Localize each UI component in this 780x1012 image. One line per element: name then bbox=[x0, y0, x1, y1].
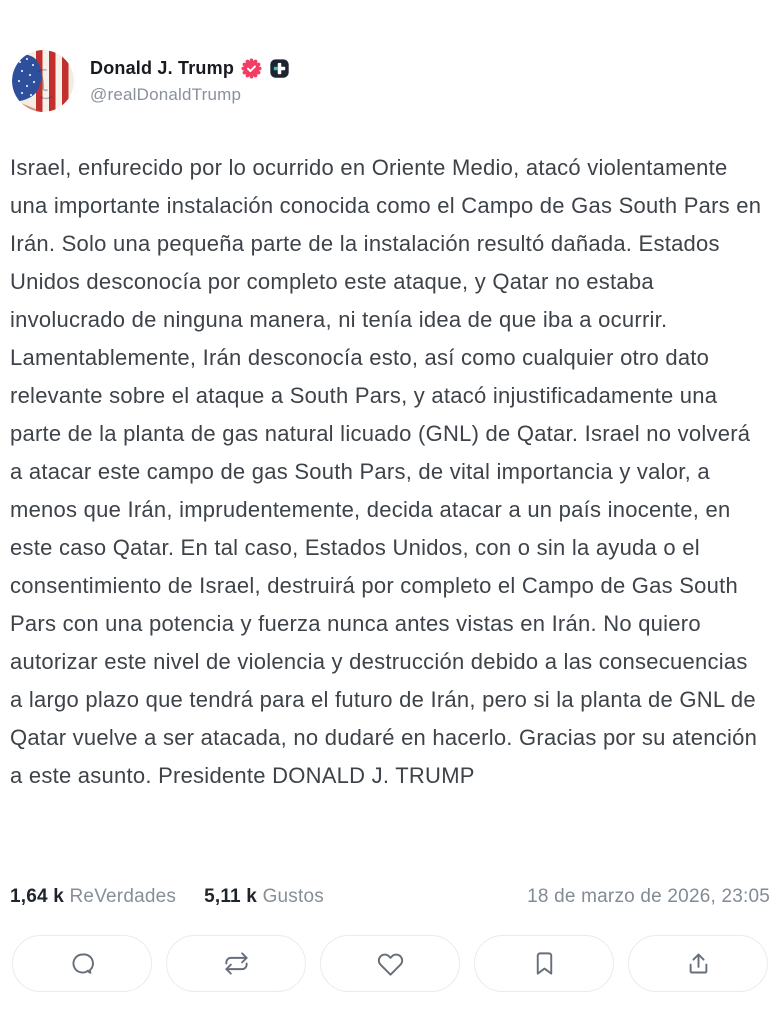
likes-count: 5,11 k bbox=[204, 886, 258, 907]
post-header bbox=[12, 50, 290, 112]
share-icon bbox=[685, 950, 712, 977]
heart-icon bbox=[377, 950, 404, 977]
share-button[interactable] bbox=[628, 935, 768, 992]
bookmark-icon bbox=[531, 950, 558, 977]
reply-button[interactable] bbox=[12, 935, 152, 992]
verified-check-badge-icon bbox=[241, 58, 262, 79]
author-handle[interactable]: @realDonaldTrump bbox=[90, 84, 242, 104]
flag-face-avatar-image bbox=[12, 50, 74, 112]
bookmark-button[interactable] bbox=[474, 935, 614, 992]
like-button[interactable] bbox=[320, 935, 460, 992]
retruths-stat[interactable] bbox=[10, 886, 176, 908]
avatar[interactable] bbox=[12, 50, 74, 112]
truth-plus-badge-icon bbox=[269, 58, 290, 79]
retruths-label: ReVerdades bbox=[69, 886, 177, 907]
likes-stat[interactable] bbox=[204, 886, 324, 908]
reply-icon bbox=[69, 950, 96, 977]
author-display-name[interactable]: Donald J. Trump bbox=[90, 57, 235, 78]
stats-row bbox=[10, 886, 770, 908]
author-block bbox=[90, 50, 290, 112]
actions-row bbox=[12, 935, 768, 992]
retruth-button[interactable] bbox=[166, 935, 306, 992]
post-timestamp: 18 de marzo de 2026, 23:05 bbox=[527, 886, 770, 907]
likes-label: Gustos bbox=[262, 886, 324, 907]
retruths-count: 1,64 k bbox=[10, 886, 65, 907]
retruth-icon bbox=[223, 950, 250, 977]
post-body-text: Israel, enfurecido por lo ocurrido en Oriente Medio, atacó violentamente una importante instalación conocida como el Campo de Gas South Pars en Irán. Solo una pequeña parte de la instalación resultó dañada. Estados Unidos desconocía por completo este ataque, y Qatar no estaba involucrado de ninguna manera, ni tenía idea de que iba a ocurrir. Lamentablemente, Irán desconocía esto, así como cualquier otro dato relevante sobre el ataque a South Pars, y atacó injustificadamente una parte de la planta de gas natural licuado (GNL) de Qatar. Israel no volverá a atacar este campo de gas South Pars, de vital importancia y valor, a menos que Irán, imprudentemente, decida atacar a un país inocente, en este caso Qatar. En tal caso, Estados Unidos, con o sin la ayuda o el consentimiento de Israel, destruirá por completo el Campo de Gas South Pars con una potencia y fuerza nunca antes vistas en Irán. No quiero autorizar este nivel de violencia y destrucción debido a las consecuencias a largo plazo que tendrá para el futuro de Irán, pero si la planta de GNL de Qatar vuelve a ser atacada, no dudaré en hacerlo. Gracias por su atención a este asunto. Presidente DONALD J. TRUMP bbox=[10, 155, 768, 788]
